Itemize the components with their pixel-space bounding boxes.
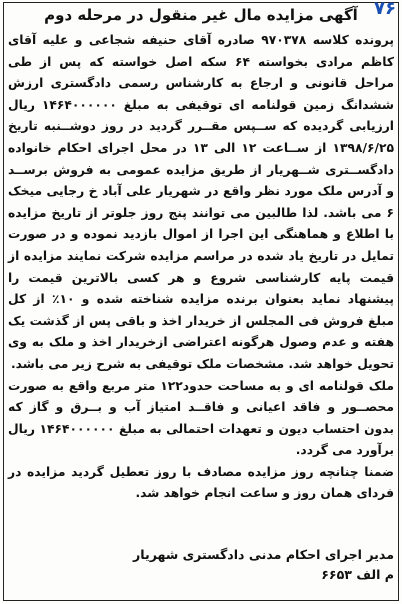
signature-line: مدیر اجرای احکام مدنی دادگستری شهریار [132, 547, 394, 562]
notice-title: آگهی مزایده مال غیر منقول در مرحله دوم [44, 6, 358, 24]
notice-body [8, 30, 394, 505]
body-paragraph-holiday: ضمنا چنانچه روز مزایده مصادف با روز تعطیل گردید مزایده در فردای همان روز و ساعت انجام خواهد شد. [8, 464, 394, 501]
notice-footer [8, 545, 394, 585]
body-paragraph-main: پرونده کلاسه ۹۷۰۳۷۸ صادره آقای حنیفه شجاعی و علیه آقای کاظم مرادی بخواسته ۶۴ سکه اصل خواسته که پس از طی مراحل قانونی و ارجاع به کارشناس رسمی دادگستری ارزش ششدانگ زمین قولنامه ای توقیفی به مبلغ ۱۴۶۴۰۰۰۰۰۰ ریال ارزیابی گردیده که ســپس مقــرر گردید در روز دوشــنبه تاریخ ۱۳۹۸/۶/۲۵ از ســاعت ۱۲ الی ۱۳ در محل اجرای احکام خانواده دادگســتری شــهریار از طریق مزایده عمومی به فروش برســد و آدرس ملک مورد نظر واقع در شهریار علی آباد خ رجایی میخک ۶ می باشد. لذا طالبین می توانند پنج روز جلوتر از تاریخ مزایده با اطلاع و هماهنگی این اجرا از اموال بازدید نموده و در صورت تمایل در تاریخ یاد شده در مراسم مزایده شرکت نمایند مزایده از قیمت پایه کارشناسی شروع و هر کسی بالاترین قیمت را پیشنهاد نماید بعنوان برنده مزایده شناخته شده و ۱۰٪ از کل مبلغ فروش فی المجلس از خریدار اخذ و باقی پس از گذشت یک هفته و عدم وصول هرگونه اعتراضی ازخریدار اخذ و ملک به وی تحویل خواهد شد. مشخصات ملک توقیفی به شرح زیر می باشد. [8, 33, 394, 371]
body-paragraph-property: ملک قولنامه ای و به مساحت حدود۱۲۲ متر مربع واقع به صورت محصــور و فاقد اعیانی و فاقــد امتیاز آب و بــرق و گاز که بدون احتساب دیون و تعهدات احتمالی به مبلغ ۱۴۶۴۰۰۰۰۰۰ ریال برآورد می گردد. [8, 378, 395, 458]
page-number-mark: ۷۶ [374, 0, 396, 19]
reference-number: م الف ۶۶۵۳ [321, 567, 394, 582]
